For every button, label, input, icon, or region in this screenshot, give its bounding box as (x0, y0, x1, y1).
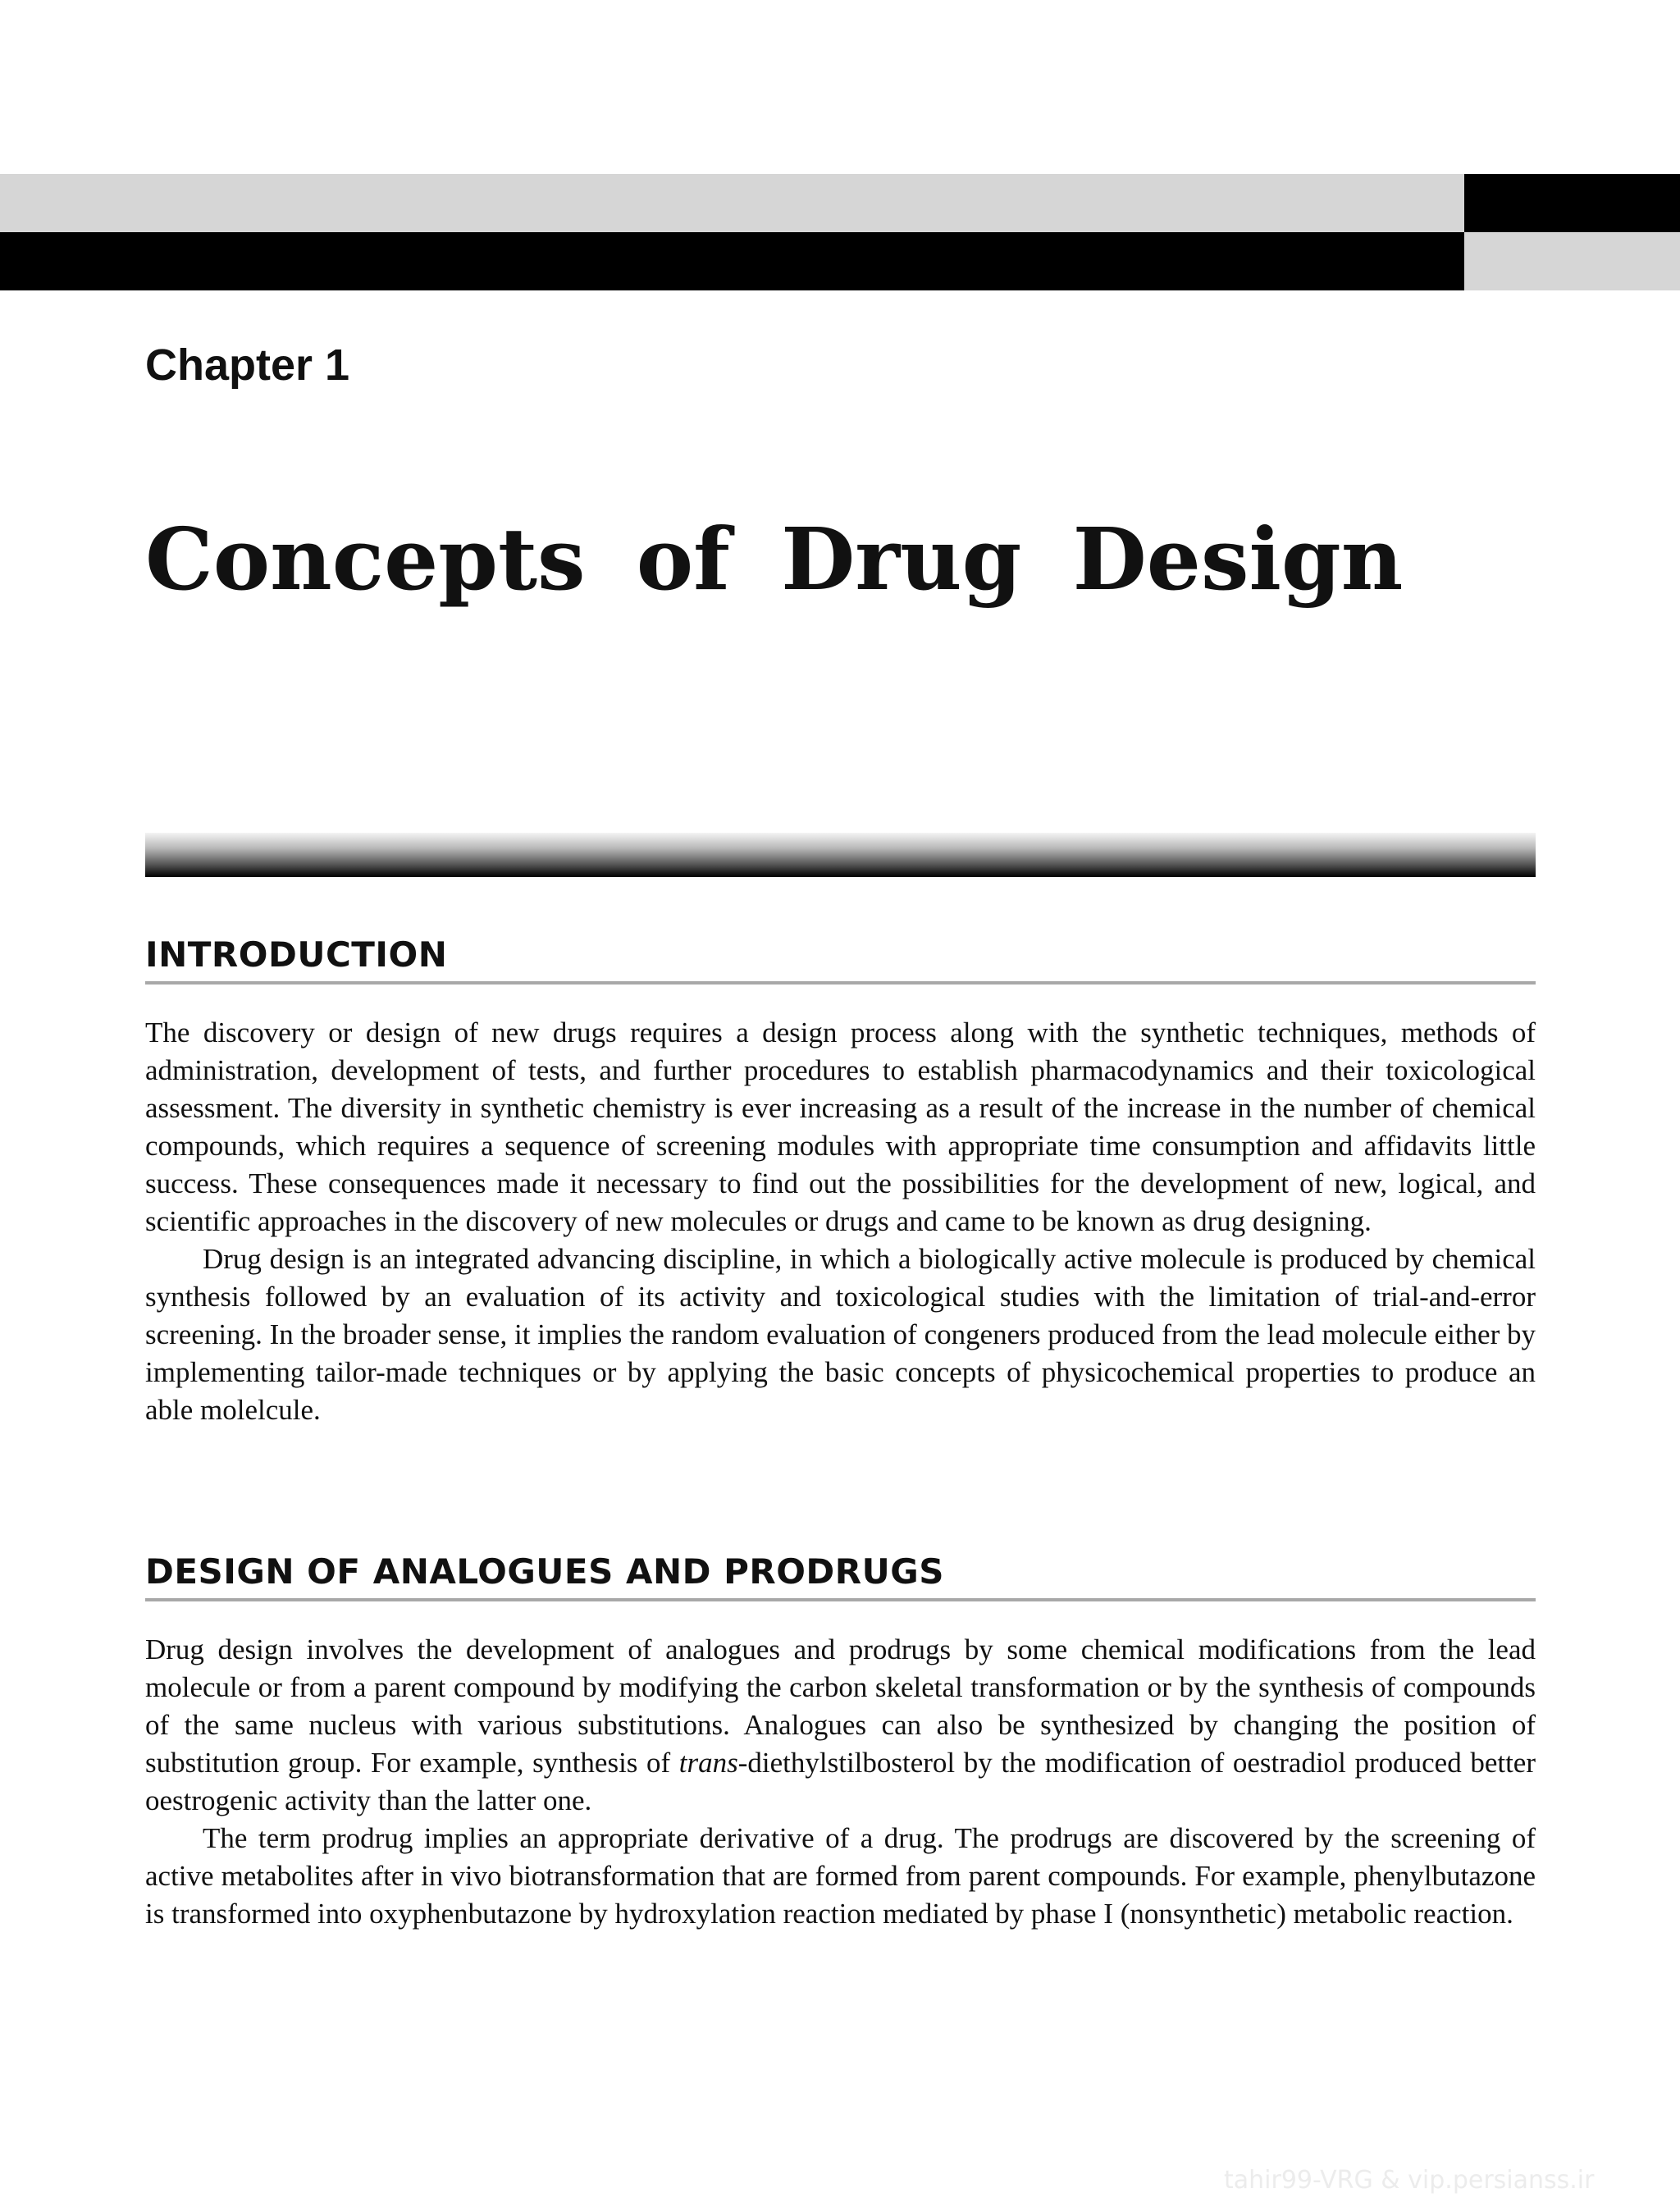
section-introduction (145, 935, 1536, 1429)
section-body-introduction (145, 1014, 1536, 1429)
paragraph-text: -diethylstilbosterol by the modification of oestradiol produced better oestrogenic activity than the latter one. (145, 1747, 1536, 1817)
paragraph-text: The discovery or design of new drugs requires a design process along with the synthetic techniques, methods of administration, development of tests, and further procedures to establish pharmacodynamics and their toxicological assessment. The diversity in synthetic chemistry is ever increasing as a result of the increase in the number of chemical compounds, which requires a sequence of screening modules with appropriate time consumption and affidavits little success. These consequences made it necessary to find out the possibilities for the development of new, logical, and scientific approaches in the discovery of new molecules or drugs and came to be known as drug designing. (145, 1016, 1536, 1238)
header-band-light (0, 174, 1464, 232)
chapter-title: Concepts of Drug Design (145, 509, 1404, 610)
body-paragraph (145, 1631, 1536, 1820)
chapter-number: Chapter 1 (145, 340, 350, 390)
section-analogues-prodrugs (145, 1552, 1536, 1933)
header-corner-dark-block (1464, 174, 1680, 232)
header-band-dark (0, 232, 1464, 290)
body-paragraph (145, 1240, 1536, 1429)
section-body-analogues-prodrugs (145, 1631, 1536, 1933)
paragraph-text: The term prodrug implies an appropriate derivative of a drug. The prodrugs are discovered by the screening of active metabolites after in vivo biotransformation that are formed from parent compounds. For example, phenylbutazone is transformed into oxyphenbutazone by hydroxylation reaction mediated by phase I (nonsynthetic) metabolic reaction. (145, 1822, 1536, 1930)
body-paragraph (145, 1820, 1536, 1933)
section-heading-introduction: INTRODUCTION (145, 935, 1536, 985)
italic-term: trans (678, 1747, 738, 1779)
paragraph-text: Drug design involves the development of analogues and prodrugs by some chemical modifications from the lead molecule or from a parent compound by modifying the carbon skeletal transformation or by the synthesis of compounds of the same nucleus with various substitutions. Analogues can also be synthesized by changing the position of substitution group. For example, synthesis of (145, 1633, 1536, 1779)
paragraph-text: Drug design is an integrated advancing discipline, in which a biologically active molecule is produced by chemical synthesis followed by an evaluation of its activity and toxicological studies with the limitation of trial-and-error screening. In the broader sense, it implies the random evaluation of congeners produced from the lead molecule either by implementing tailor-made techniques or by applying the basic concepts of physicochemical properties to produce an able molelcule. (145, 1243, 1536, 1427)
section-heading-analogues-prodrugs: DESIGN OF ANALOGUES AND PRODRUGS (145, 1552, 1536, 1601)
watermark-text: tahir99-VRG & vip.persianss.ir (1224, 2166, 1595, 2195)
body-paragraph (145, 1014, 1536, 1240)
header-corner-light-block (1464, 232, 1680, 290)
title-gradient-rule (145, 833, 1536, 877)
